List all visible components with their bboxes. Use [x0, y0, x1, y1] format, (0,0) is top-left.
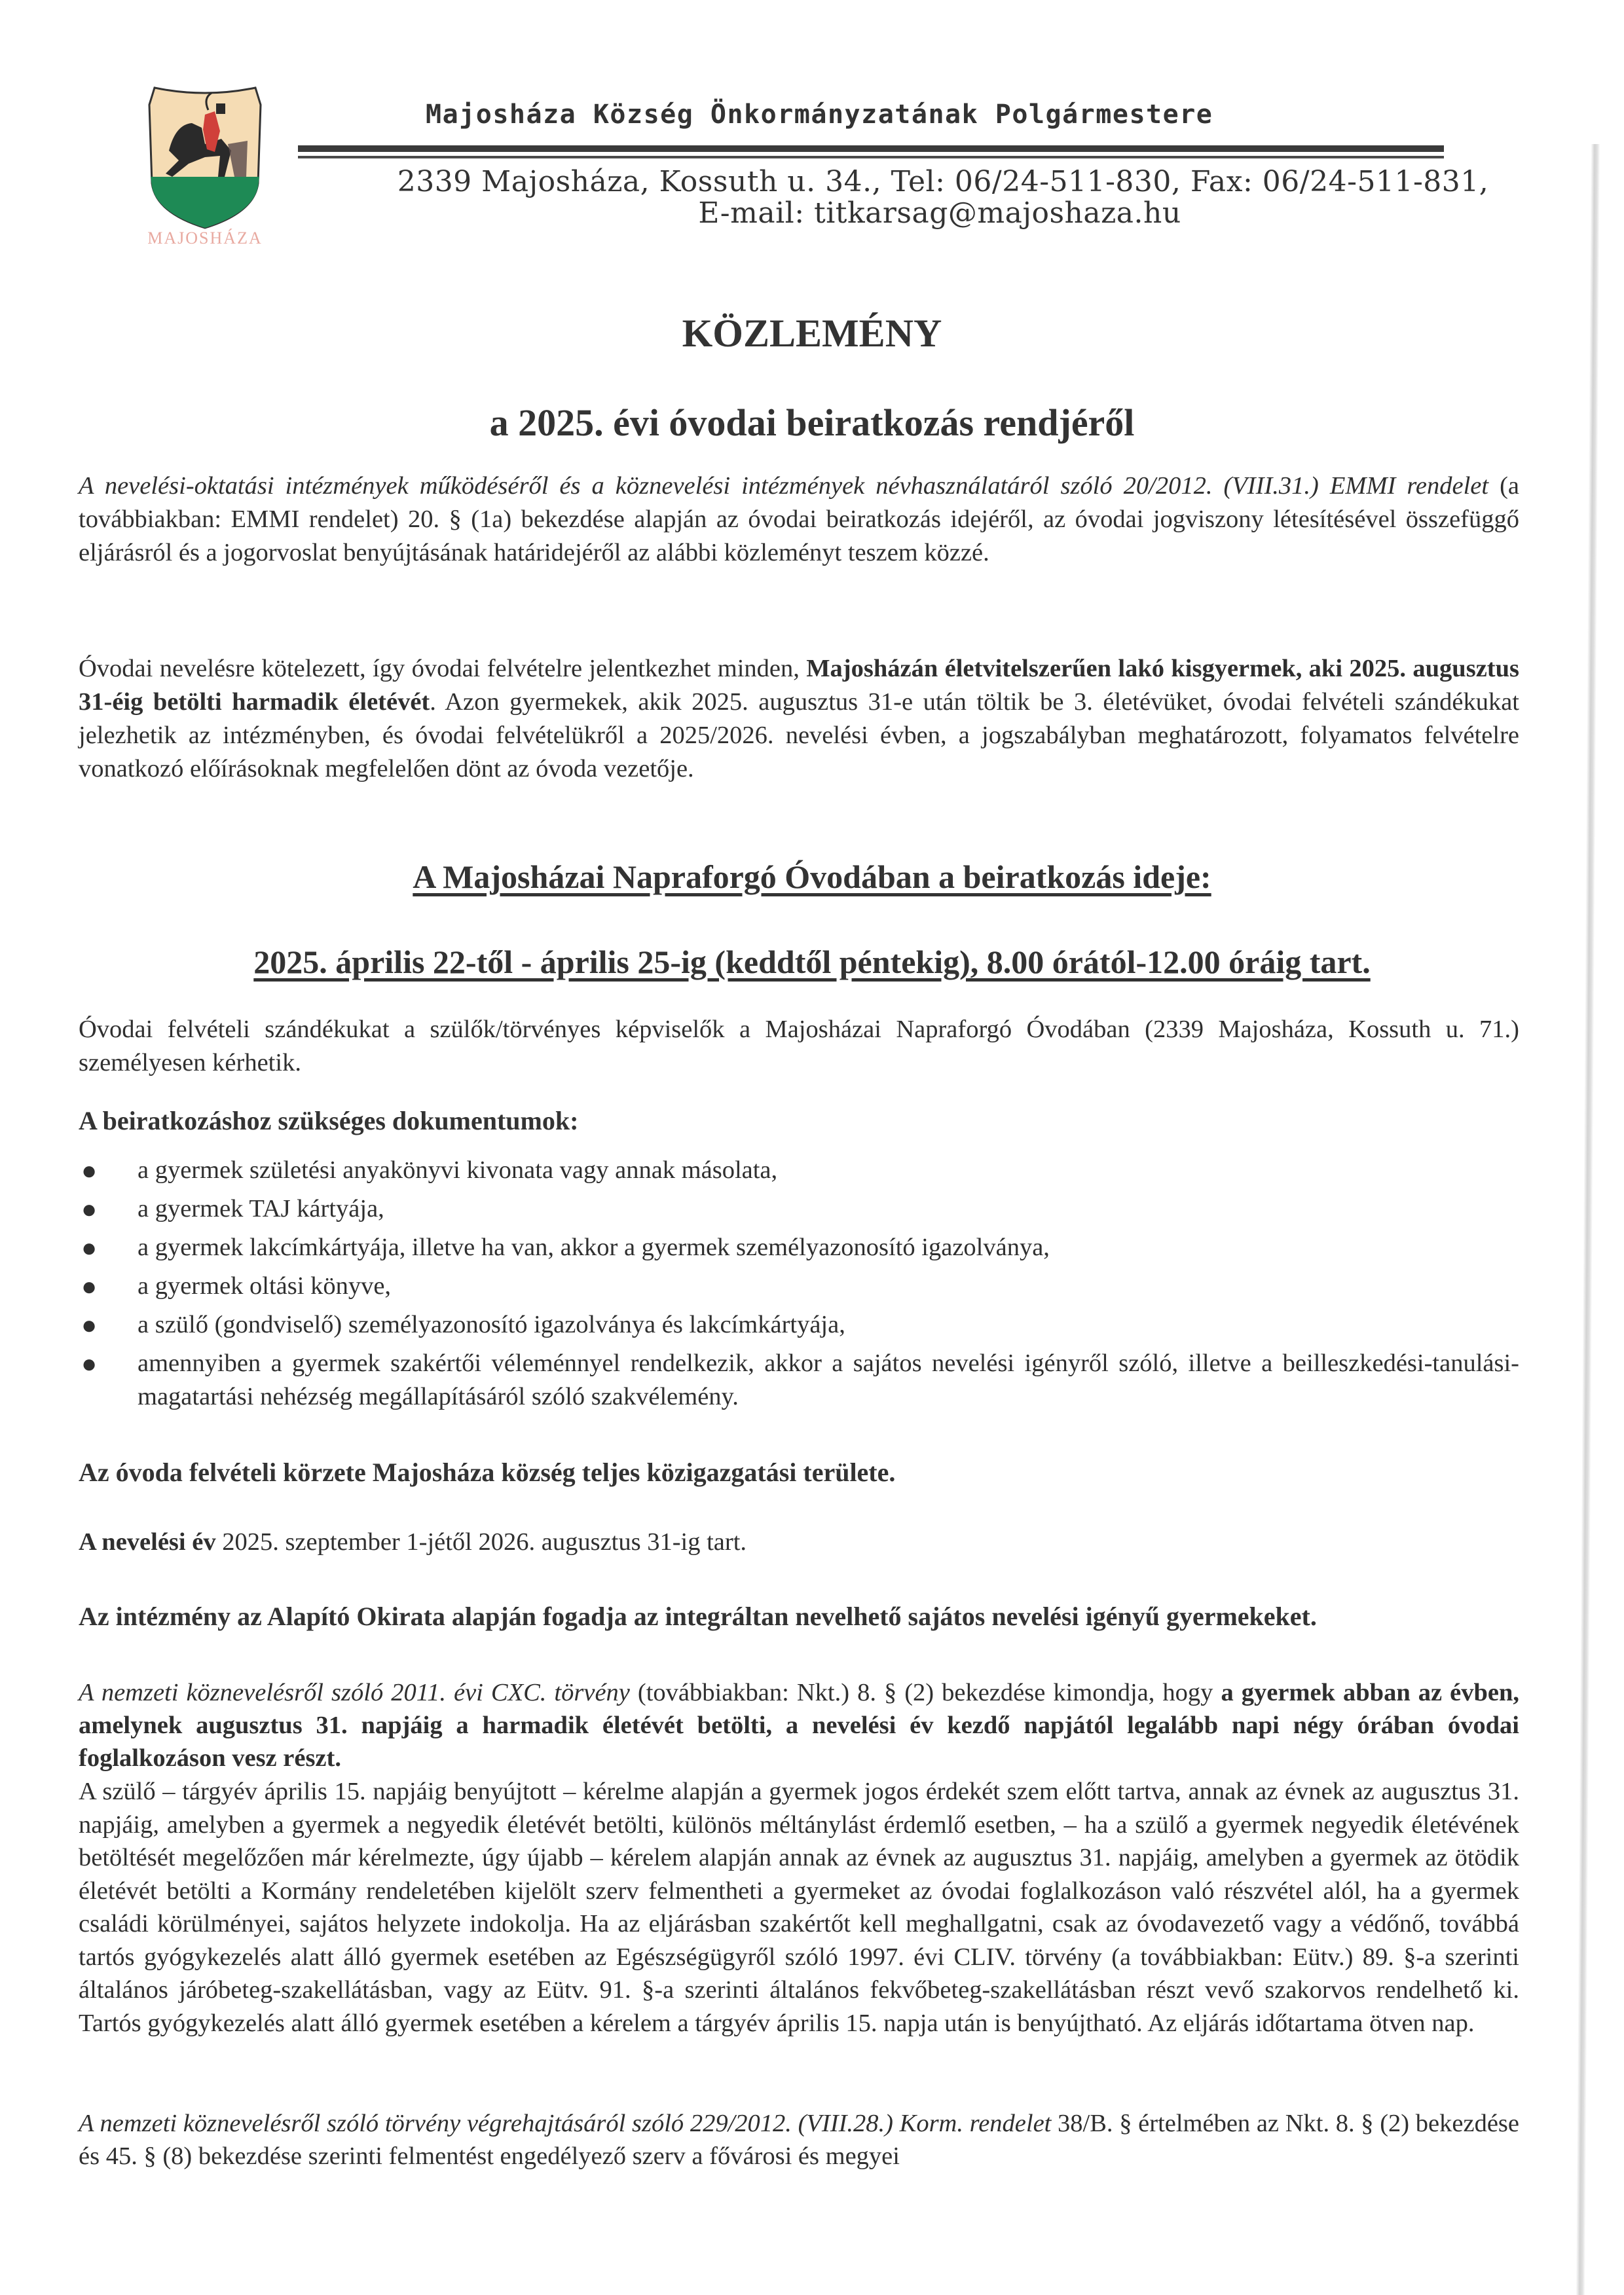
- bullet-icon: ●: [81, 1349, 98, 1378]
- enrollment-heading: A Majosházai Napraforgó Óvodában a beiratkozás ideje:: [413, 858, 1211, 895]
- bullet-icon: ●: [81, 1310, 98, 1340]
- header-rule-thick: [298, 145, 1444, 152]
- school-year-note: [79, 1528, 747, 1556]
- logo-caption: MAJOSHÁZA: [147, 229, 263, 248]
- eligibility-end: . Azon gyermekek, akik 2025. augusztus 31-e után töltik be 3. életévüket, óvodai felvételi szándékukat jelezhetik az intézményben, és óvodai felvételükről a 2025/2026. nevelési évben, a jogszabályban meghatározott, folyamatos felvételre vonatkozó előírásoknak megfelelően dönt az óvoda vezetője.: [79, 688, 1519, 782]
- law-citation: A nemzeti köznevelésről szóló 2011. évi CXC. törvény: [79, 1679, 630, 1706]
- list-item-text: a szülő (gondviselő) személyazonosító igazolványa és lakcímkártyája,: [138, 1311, 845, 1338]
- bullet-icon: ●: [81, 1156, 98, 1185]
- district-note: Az óvoda felvételi körzete Majosháza község teljes közigazgatási területe.: [79, 1458, 896, 1487]
- enrollment-period: 2025. április 22-től - április 25-ig (keddtől péntekig), 8.00 órától-12.00 óráig tart.: [253, 944, 1371, 980]
- law-emphasis: a gyermek abban az évben, amelynek augusztus 31. napjáig a harmadik életévét betölti, a nevelési év kezdő napjától legalább napi négy órában óvodai foglalkozáson vesz részt.: [79, 1679, 1519, 1772]
- document-title: KÖZLEMÉNY: [682, 312, 942, 355]
- organization-name: Majosháza Község Önkormányzatának Polgármestere: [426, 100, 1213, 130]
- address-line: 2339 Majosháza, Kossuth u. 34., Tel: 06/24-511-830, Fax: 06/24-511-831,: [397, 165, 1489, 198]
- request-paragraph: Óvodai felvételi szándékukat a szülők/törvényes képviselők a Majosházai Napraforgó Óvodában (2339 Majosháza, Kossuth u. 71.) személyesen kérhetik.: [79, 1016, 1519, 1076]
- school-year-label: A nevelési év: [79, 1528, 216, 1556]
- list-item-text: a gyermek TAJ kártyája,: [138, 1195, 384, 1222]
- bullet-icon: ●: [81, 1233, 98, 1262]
- list-item: [79, 1347, 1519, 1414]
- list-item: [79, 1192, 1519, 1226]
- law-paragraph: [79, 1676, 1519, 1774]
- integration-note: Az intézmény az Alapító Okirata alapján fogadja az integráltan nevelhető sajátos nevelési igényű gyermekeket.: [79, 1602, 1317, 1631]
- intro-paragraph: [79, 469, 1519, 570]
- decree-citation: A nemzeti köznevelésről szóló törvény végrehajtásáról szóló 229/2012. (VIII.28.) Korm. rendelet: [79, 2110, 1052, 2137]
- list-item: [79, 1231, 1519, 1264]
- exemption-paragraph: A szülő – tárgyév április 15. napjáig benyújtott – kérelme alapján a gyermek jogos érdekét szem előtt tartva, annak az évnek az augusztus 31. napjáig, amelyben a gyermek a negyedik életévét betölti, különös méltánylást érdemlő esetben, – ha a szülő a gyermek negyedik életévének betöltését megelőzően már kérelmezte, úgy újabb – kérelem alapján annak az évnek az augusztus 31. napjáig, amelyben a gyermek az ötödik életévét betölti a Kormány rendeletében kijelölt szerv felmentheti a gyermeket az óvodai foglalkozáson való részvétel alól, ha a gyermek családi körülményei, sajátos helyzete indokolja. Ha az eljárásban szakértőt kell meghallgatni, csak az óvodavezető vagy a védőnő, továbbá tartós gyógykezelés alatt álló gyermek esetében az Egészségügyről szóló 1997. évi CLIV. törvény (a továbbiakban: Eütv.) 89. §-a szerinti általános járóbeteg-szakellátásban, vagy az Eütv. 91. §-a szerinti általános fekvőbeteg-szakellátásban részt vevő szakorvos rendelhető ki. Tartós gyógykezelés alatt álló gyermek esetében a kérelem a tárgyév április 15. napja után is benyújtható. Az eljárás időtartama ötven nap.: [79, 1778, 1519, 2037]
- list-item-text: a gyermek születési anyakönyvi kivonata vagy annak másolata,: [138, 1156, 778, 1184]
- list-item-text: amennyiben a gyermek szakértői véleménnyel rendelkezik, akkor a sajátos nevelési igényről szóló, illetve a beilleszkedési-tanulási-magatartási nehézség megállapításáról szóló szakvélemény.: [138, 1349, 1519, 1410]
- decree-text: 38/B. § értelmében az Nkt. 8. § (2) bekezdése és 45. § (8) bekezdése szerinti felmentést engedélyező szerv a fővárosi és megyei: [79, 2110, 1519, 2170]
- intro-decree-citation: A nevelési-oktatási intézmények működéséről és a köznevelési intézmények névhasználatáról szóló 20/2012. (VIII.31.) EMMI rendelet: [79, 472, 1489, 500]
- bullet-icon: ●: [81, 1272, 98, 1301]
- intro-text: (a továbbiakban: EMMI rendelet) 20. § (1a) bekezdése alapján az óvodai beiratkozás idejéről, az óvodai jogviszony létesítésével összefüggő eljárásról és a jogorvoslat benyújtásának határidejéről az alábbi közleményt teszem közzé.: [79, 472, 1519, 566]
- documents-list: [79, 1154, 1519, 1419]
- law-text: (továbbiakban: Nkt.) 8. § (2) bekezdése kimondja, hogy: [629, 1679, 1221, 1706]
- header-rule-thin: [298, 156, 1444, 158]
- list-item: [79, 1154, 1519, 1187]
- list-item: [79, 1270, 1519, 1303]
- email-line: E-mail: titkarsag@majoshaza.hu: [698, 196, 1181, 230]
- list-item-text: a gyermek lakcímkártyája, illetve ha van, akkor a gyermek személyazonosító igazolványa,: [138, 1234, 1050, 1261]
- eligibility-start: Óvodai nevelésre kötelezett, így óvodai felvételre jelentkezhet minden,: [79, 655, 807, 682]
- decree-paragraph: [79, 2107, 1519, 2173]
- list-item-text: a gyermek oltási könyve,: [138, 1272, 392, 1300]
- list-item: [79, 1308, 1519, 1342]
- eligibility-emphasis: Majosházán életvitelszerűen lakó kisgyermek, aki 2025. augusztus 31-éig betölti harmadik életévét: [79, 655, 1519, 716]
- scan-shadow-edge: [1576, 144, 1600, 2295]
- documents-heading: A beiratkozáshoz szükséges dokumentumok:: [79, 1106, 579, 1135]
- school-year-dates: 2025. szeptember 1-jétől 2026. augusztus 31-ig tart.: [215, 1528, 747, 1556]
- document-subtitle: a 2025. évi óvodai beiratkozás rendjéről: [489, 401, 1135, 444]
- eligibility-paragraph: [79, 652, 1519, 786]
- bullet-icon: ●: [81, 1194, 98, 1224]
